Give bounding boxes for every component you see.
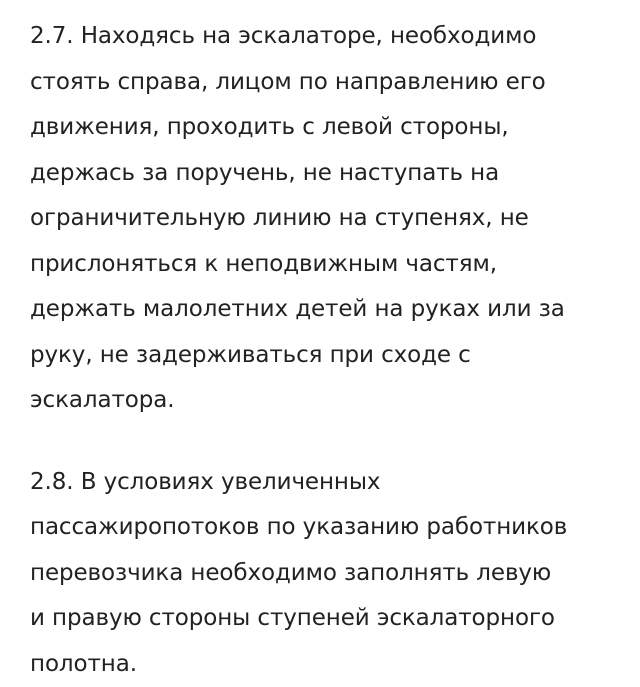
text-line: движения, проходить с левой стороны, xyxy=(30,105,630,151)
text-line: держать малолетних детей на руках или за xyxy=(30,287,630,333)
text-line: руку, не задерживаться при сходе с xyxy=(30,333,630,379)
paragraph-2-8 xyxy=(30,460,630,687)
text-line: эскалатора. xyxy=(30,378,630,424)
text-line: прислоняться к неподвижным частям, xyxy=(30,242,630,288)
text-line: полотна. xyxy=(30,642,630,687)
paragraph-2-7 xyxy=(30,14,630,424)
text-line: и правую стороны ступеней эскалаторного xyxy=(30,596,630,642)
text-line: ограничительную линию на ступенях, не xyxy=(30,196,630,242)
text-line: держась за поручень, не наступать на xyxy=(30,151,630,197)
text-line: стоять справа, лицом по направлению его xyxy=(30,60,630,106)
text-line: пассажиропотоков по указанию работников xyxy=(30,505,630,551)
text-line: перевозчика необходимо заполнять левую xyxy=(30,551,630,597)
text-line: 2.8. В условиях увеличенных xyxy=(30,460,630,506)
text-line: 2.7. Находясь на эскалаторе, необходимо xyxy=(30,14,630,60)
document-body xyxy=(30,14,630,687)
